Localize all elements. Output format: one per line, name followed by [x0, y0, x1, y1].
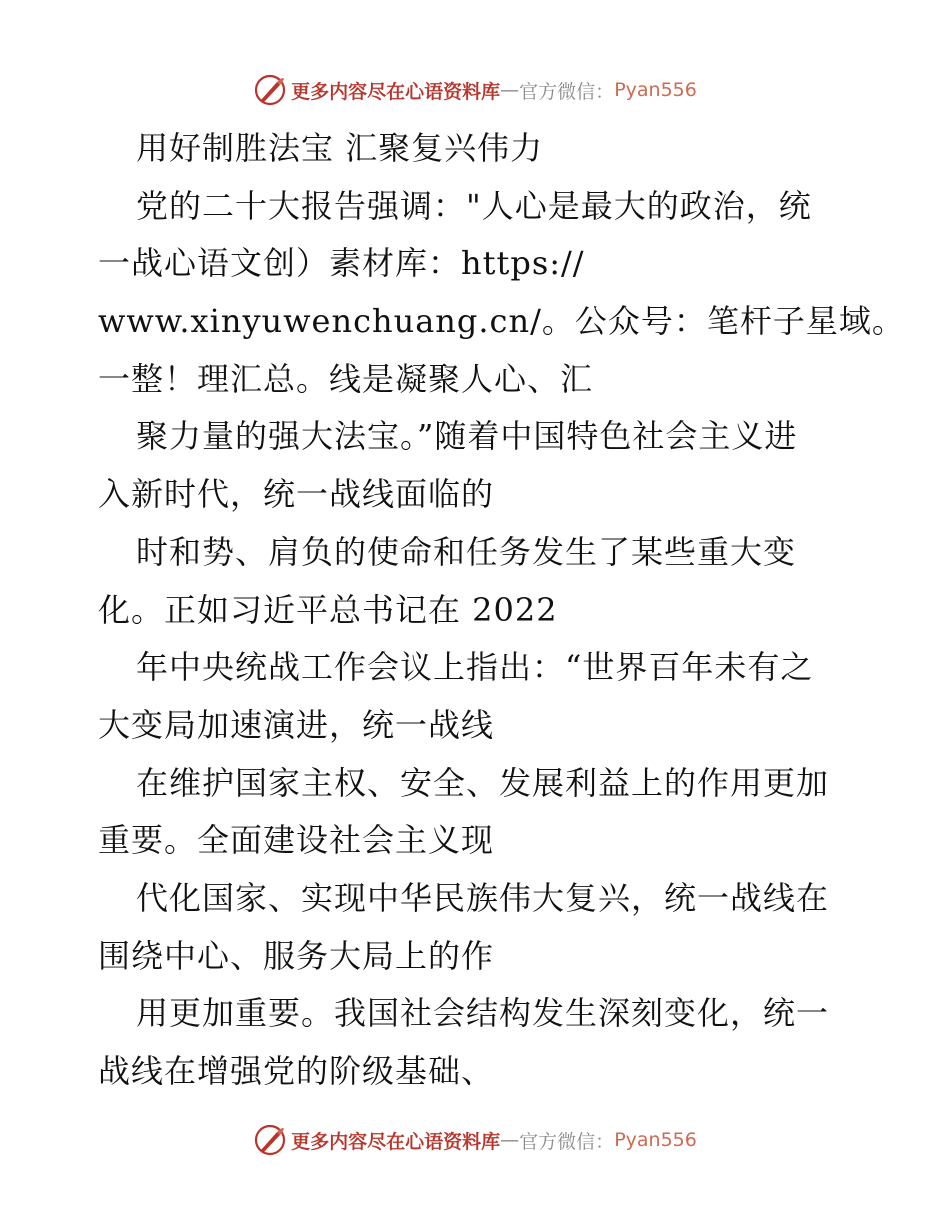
- document-body: [98, 120, 905, 1101]
- wechat-handle: Pyan556: [614, 79, 697, 101]
- paragraph-line: 党的二十大报告强调："人心是最大的政治，统: [136, 186, 812, 225]
- official-label: 官方微信：: [519, 80, 615, 103]
- paragraph-line: 一整！理汇总。线是凝聚人心、汇: [98, 359, 594, 398]
- paragraph-line: www.xinyuwenchuang.cn/。公众号：笔杆子星域。: [98, 302, 905, 341]
- paragraph-line: 化。正如习近平总书记在 2022: [98, 590, 558, 629]
- quill-logo-icon: [253, 73, 287, 107]
- paragraph-line: 重要。全面建设社会主义现: [98, 821, 495, 860]
- wechat-handle: Pyan556: [614, 1129, 697, 1151]
- quill-logo-icon: [253, 1123, 287, 1157]
- header-watermark: [0, 72, 950, 108]
- paragraph-line: 用更加重要。我国社会结构发生深刻变化，统一: [136, 994, 830, 1033]
- paragraph-line: 聚力量的强大法宝。”随着中国特色社会主义进: [136, 417, 798, 456]
- brand-text: 更多内容尽在心语资料库: [291, 80, 501, 103]
- paragraph-line: 围绕中心、服务大局上的作: [98, 936, 495, 975]
- paragraph-line: 一战心语文创）素材库：https://: [98, 244, 585, 283]
- separator: —: [500, 1129, 520, 1151]
- official-label: 官方微信：: [519, 1130, 615, 1153]
- brand-text: 更多内容尽在心语资料库: [291, 1130, 501, 1153]
- paragraph-line: 大变局加速演进，统一战线: [98, 705, 495, 744]
- paragraph-line: 时和势、肩负的使命和任务发生了某些重大变: [136, 532, 797, 571]
- paragraph-line: 在维护国家主权、安全、发展利益上的作用更加: [136, 763, 830, 802]
- separator: —: [500, 79, 520, 101]
- footer-watermark: [0, 1122, 950, 1158]
- paragraph-line: 入新时代，统一战线面临的: [98, 475, 495, 514]
- paragraph-line: 年中央统战工作会议上指出：“世界百年未有之: [136, 648, 814, 687]
- paragraph-line: 代化国家、实现中华民族伟大复兴，统一战线在: [136, 878, 830, 917]
- document-title: 用好制胜法宝 汇聚复兴伟力: [136, 129, 544, 167]
- paragraph-line: 战线在增强党的阶级基础、: [98, 1052, 495, 1090]
